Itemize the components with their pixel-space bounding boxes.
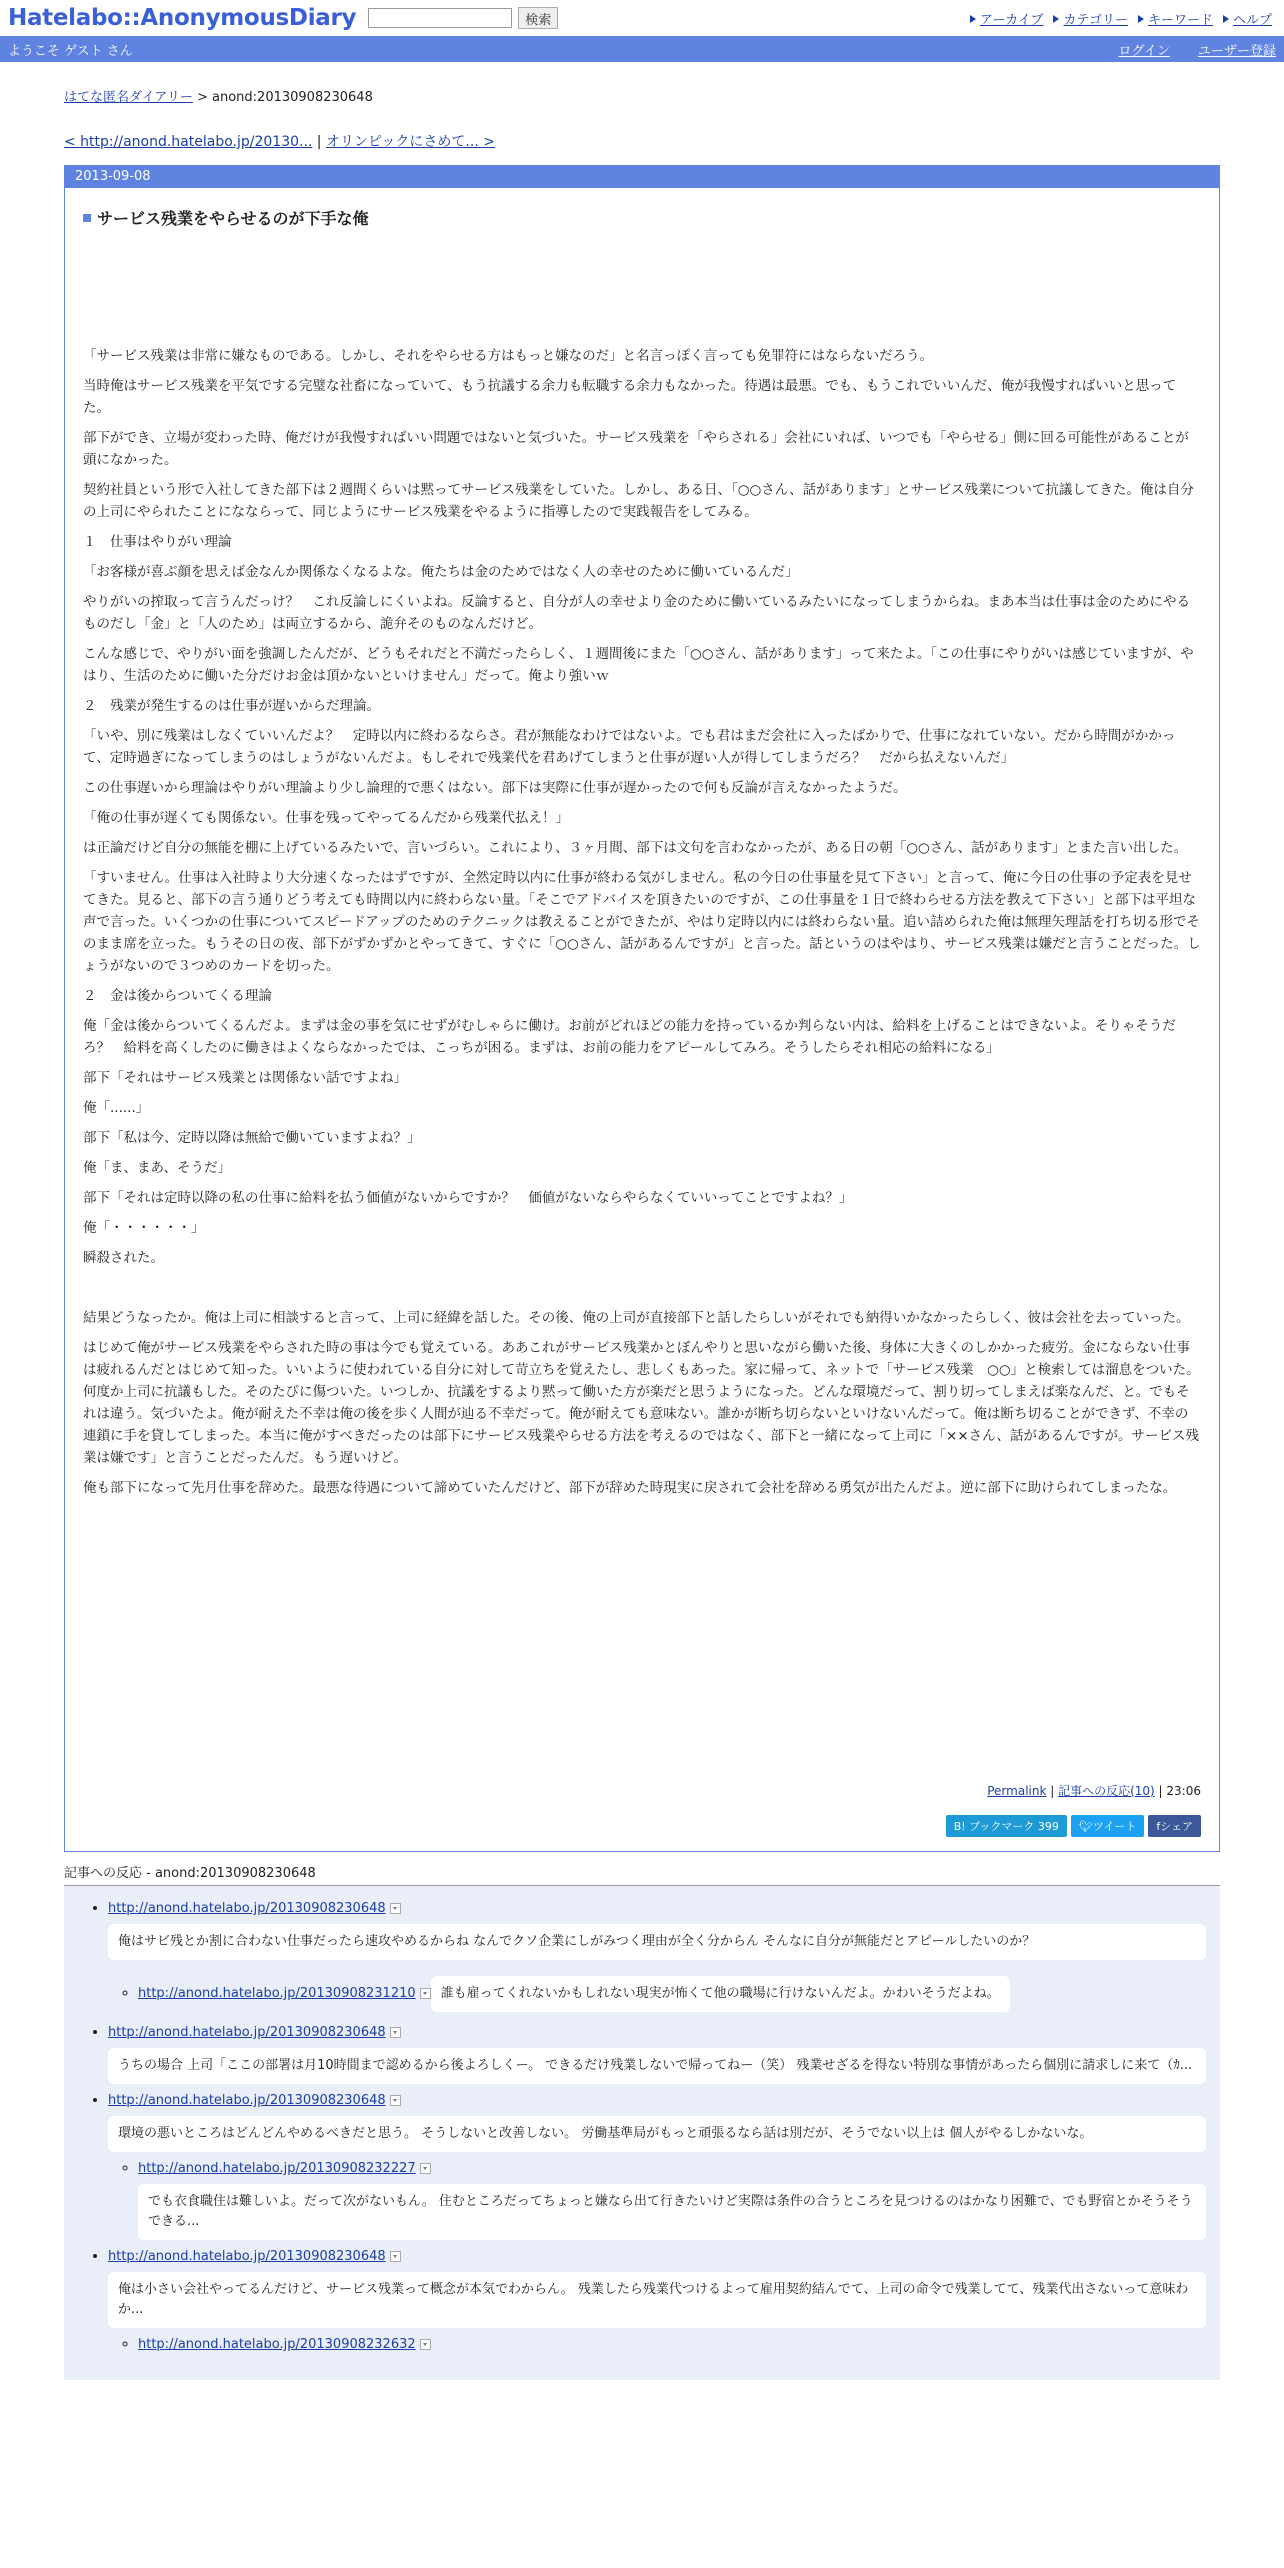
register-link[interactable]: ユーザー登録 — [1197, 43, 1276, 59]
arrow-icon — [1223, 15, 1229, 23]
entry-paragraph: 当時俺はサービス残業を平気でする完璧な社畜になっていて、もう抗議する余力も転職する余力もなかった。待遇は最悪。でも、もうこれでいいんだ、俺が我慢すればいいと思ってた。 — [83, 378, 1177, 416]
reaction-excerpt: 環境の悪いところはどんどんやめるべきだと思う。 そうしないと改善しない。 労働基準局がもっと頑張るなら話は別だが、そうでない以上は 個人がやるしかないな。 — [108, 2116, 1206, 2152]
prev-entry-link[interactable]: < http://anond.hatelabo.jp/20130... — [64, 134, 313, 150]
reaction-link[interactable]: http://anond.hatelabo.jp/20130908230648 — [108, 2093, 386, 2108]
entry-body — [83, 345, 1201, 1499]
reaction-link[interactable]: http://anond.hatelabo.jp/20130908231210 — [138, 1986, 416, 2001]
entry-paragraph: 部下ができ、立場が変わった時、俺だけが我慢すればいい問題ではないと気づいた。サービス残業を「やらされる」会社にいれば、いつでも「やらせる」側に回る可能性があることが頭になかった。 — [83, 430, 1189, 468]
entry-paragraph: 「お客様が喜ぶ顔を思えば金なんか関係なくなるよな。俺たちは金のためではなく人の幸せのために働いているんだ」 — [83, 564, 799, 580]
entry-paragraph: はじめて俺がサービス残業をやらされた時の事は今でも覚えている。ああこれがサービス残業かとぼんやりと思いながら働いた後、身体に大きくのしかかった疲労。金にならない仕事は疲れるんだとはじめて知った。いいように使われている自分に対して苛立ちを覚えたし、悲しくもあった。家に帰って、ネットで「サービス残業 ○○」と検索しては溜息をついた。何度か上司に抗議もした。そのたびに傷ついた。いつしか、抗議をするより黙って働いた方が楽だと思うようになった。どんな環境だって、割り切ってしまえば楽なんだ、と。でもそれは違う。気づいたよ。俺が耐えた不幸は俺の後を歩く人間が辿る不幸だって。俺が耐えても意味ない。誰かが断ち切らないといけないんだって。俺は断ち切ることができず、不幸の連鎖に手を貸してしまった。本当に俺がすべきだったのは部下にサービス残業やらせる方法を考えるのではなく、部下と一緒になって上司に「××さん、話があるんですが。サービス残業は嫌です」と言うことだったんだ。もう遅いけど。 — [83, 1340, 1200, 1466]
entry-paragraph: 「俺の仕事が遅くても関係ない。仕事を残ってやってるんだから残業代払え！」 — [83, 810, 569, 826]
twitter-icon: 🐦︎ — [1078, 1820, 1093, 1833]
entry-paragraph — [83, 1277, 1201, 1299]
reaction-item — [108, 2092, 1206, 2240]
dropdown-icon[interactable] — [390, 2027, 401, 2038]
welcome-text: ようこそ ゲスト さん — [8, 43, 133, 59]
site-header — [0, 0, 1284, 36]
tweet-label: ツイート — [1092, 1820, 1137, 1833]
share-label: シェア — [1160, 1820, 1193, 1833]
breadcrumb-current: anond:20130908230648 — [212, 90, 373, 105]
reaction-excerpt: うちの場合 上司「ここの部署は月10時間まで認めるから後よろしくー。 できるだけ残業しないで帰ってねー（笑） 残業せざるを得ない特別な事情があったら個別に請求しに来て（ｶ... — [108, 2048, 1206, 2084]
hatena-bookmark-button[interactable]: B! ブックマーク 399 — [946, 1815, 1067, 1837]
tweet-button[interactable] — [1071, 1815, 1144, 1837]
reaction-excerpt: 俺は小さい会社やってるんだけど、サービス残業って概念が本気でわからん。 残業したら残業代つけるよって雇用契約結んでて、上司の命令で残業してて、残業代出さないって意味わか... — [108, 2272, 1206, 2328]
reaction-item — [138, 2160, 1206, 2240]
entry-date: 2013-09-08 — [65, 166, 1219, 188]
entry-paragraph: 「いや、別に残業はしなくていいんだよ？ 定時以内に終わるならさ。君が無能なわけではないよ。でも君はまだ会社に入ったばかりで、仕事になれていない。だから時間がかかって、定時過ぎになってしまうのはしょうがないんだよ。もしそれで残業代を君あげてしまうと仕事が遅い人が得してしまうだろ？ だから払えないんだ」 — [83, 728, 1176, 766]
prev-next-separator: | — [312, 134, 326, 150]
dropdown-icon[interactable] — [390, 2095, 401, 2106]
breadcrumb-home-link[interactable]: はてな匿名ダイアリー — [64, 90, 193, 105]
entry-paragraph: 瞬殺された。 — [83, 1250, 164, 1266]
entry-paragraph: 「サービス残業は非常に嫌なものである。しかし、それをやらせる方はもっと嫌なのだ」と名言っぽく言っても免罪符にはならないだろう。 — [83, 348, 934, 364]
breadcrumb — [64, 86, 1220, 105]
entry-paragraph: 契約社員という形で入社してきた部下は２週間くらいは黙ってサービス残業をしていた。しかし、ある日、「○○さん、話があります」とサービス残業について抗議してきた。俺は自分の上司にやられたことになならって、同じようにサービス残業をやるように指導したので実践報告をしてみる。 — [83, 482, 1194, 520]
arrow-icon — [970, 15, 976, 23]
entry-paragraph: 部下「それはサービス残業とは関係ない話ですよね」 — [83, 1070, 407, 1086]
entry-title-text: サービス残業をやらせるのが下手な俺 — [97, 209, 369, 228]
reaction-excerpt: 俺はサビ残とか割に合わない仕事だったら速攻やめるからね なんでクソ企業にしがみつく理由が全く分からん そんなに自分が無能だとアピールしたいのか？ — [108, 1924, 1206, 1960]
entry-paragraph: は正論だけど自分の無能を棚に上げているみたいで、言いづらい。これにより、３ヶ月間、部下は文句を言わなかったが、ある日の朝「○○さん、話があります」とまた言い出した。 — [83, 840, 1188, 856]
reaction-link[interactable]: http://anond.hatelabo.jp/20130908232227 — [138, 2161, 416, 2176]
entry-paragraph: この仕事遅いから理論はやりがい理論より少し論理的で悪くはない。部下は実際に仕事が遅かったので何も反論が言えなかったようだ。 — [83, 780, 907, 796]
reaction-excerpt: 誰も雇ってくれないかもしれない現実が怖くて他の職場に行けないんだよ。かわいそうだよね。 — [431, 1976, 1010, 2012]
login-link[interactable]: ログイン — [1118, 43, 1170, 59]
reactions-link[interactable]: 記事への反応(10) — [1058, 1784, 1155, 1798]
entry-paragraph: 部下「私は今、定時以降は無給で働いていますよね？」 — [83, 1130, 421, 1146]
entry-footer: Permalink | 記事への反応(10) | 23:06 — [987, 1784, 1201, 1798]
search-button[interactable]: 検索 — [518, 7, 558, 29]
main-content — [64, 86, 1220, 2380]
next-entry-link[interactable]: オリンピックにさめて... > — [325, 134, 495, 150]
entry-paragraph: 結果どうなったか。俺は上司に相談すると言って、上司に経緯を話した。その後、俺の上司が直接部下と話したらしいがそれでも納得いかなかったらしく、彼は会社を去っていった。 — [83, 1310, 1190, 1326]
entry-paragraph: １ 仕事はやりがい理論 — [83, 534, 232, 550]
reaction-item — [138, 1968, 1206, 2016]
category-link[interactable]: カテゴリー — [1063, 13, 1128, 28]
entry-paragraph: 俺「ま、まあ、そうだ」 — [83, 1160, 231, 1176]
permalink-link[interactable]: Permalink — [987, 1784, 1047, 1798]
breadcrumb-separator: > — [192, 90, 213, 105]
reactions-header: 記事への反応 - anond:20130908230648 — [64, 1862, 1220, 1886]
entry-paragraph: ２ 残業が発生するのは仕事が遅いからだ理論。 — [83, 698, 380, 714]
diary-day — [64, 165, 1220, 1852]
site-logo[interactable]: Hatelabo::AnonymousDiary — [8, 5, 357, 31]
reaction-item — [108, 2024, 1206, 2084]
entry-paragraph: 部下「それは定時以降の私の仕事に給料を払う価値がないからですか？ 価値がないならやらなくていいってことですよね？」 — [83, 1190, 853, 1206]
dropdown-icon[interactable] — [420, 2163, 431, 2174]
entry-title — [83, 206, 1201, 229]
reaction-item — [138, 2336, 1206, 2352]
entry-paragraph: ２ 金は後からついてくる理論 — [83, 988, 272, 1004]
archive-link[interactable]: アーカイブ — [979, 13, 1044, 28]
header-nav — [970, 9, 1272, 28]
reaction-item — [108, 2248, 1206, 2352]
share-buttons — [83, 1815, 1201, 1837]
facebook-icon: f — [1156, 1820, 1161, 1833]
entry-paragraph: 俺も部下になって先月仕事を辞めた。最悪な待遇について諦めていたんだけど、部下が辞めた時現実に戻されて会社を辞める勇気が出たんだよ。逆に部下に助けられてしまったな。 — [83, 1480, 1177, 1496]
search-input[interactable] — [368, 8, 512, 28]
keyword-link[interactable]: キーワード — [1147, 13, 1213, 28]
reaction-excerpt: でも衣食職住は難しいよ。だって次がないもん。 住むところだってちょっと嫌なら出て行きたいけど実際は条件の合うところを見つけるのはかなり困難で、でも野宿とかそうそうできる... — [138, 2184, 1206, 2240]
square-icon[interactable] — [83, 214, 91, 222]
entry-paragraph: やりがいの搾取って言うんだっけ？ これ反論しにくいよね。反論すると、自分が人の幸せより金のために働いているみたいになってしまうからね。まあ本当は仕事は金のためにやるものだし「金」と「人のため」は両立するから、詭弁そのものなんだけど。 — [83, 594, 1190, 632]
entry-paragraph: 俺「金は後からついてくるんだよ。まずは金の事を気にせずがむしゃらに働け。お前がどれほどの能力を持っているか判らない内は、給料を上げることはできないよ。そりゃそうだろ？ 給料を高くしたのに働きはよくならなかったでは、こっちが困る。まずは、お前の能力をアピールしてみろ。そうしたらそれ相応の給料になる」 — [83, 1018, 1176, 1056]
arrow-icon — [1138, 15, 1144, 23]
dropdown-icon[interactable] — [390, 1903, 401, 1914]
entry-paragraph: 「すいません。仕事は入社時より大分速くなったはずですが、全然定時以内に仕事が終わる気がしません。私の今日の仕事量を見て下さい」と言って、俺に今日の仕事の予定表を見せてきた。見ると、部下の言う通りどう考えても時間以内に終わらない量。「そこでアドバイスを頂きたいのですが、この仕事量を１日で終わらせる方法を教えて下さい」と部下は平坦な声で言った。いくつかの仕事についてスピードアップのためのテクニックは教えることができたが、やはり定時以内には終わらない量。追い詰められた俺は無理矢理話を打ち切る形でそのまま席を立った。もうその日の夜、部下がずかずかとやってきて、すぐに「○○さん、話があるんですが」と言った。話というのはやはり、サービス残業は嫌だと言うことだった。しょうがないので３つめのカードを切った。 — [83, 870, 1201, 974]
help-link[interactable]: ヘルプ — [1232, 13, 1272, 28]
dropdown-icon[interactable] — [420, 1988, 431, 1999]
arrow-icon — [1053, 15, 1059, 23]
entry-paragraph: 俺「......」 — [83, 1100, 150, 1116]
reaction-link[interactable]: http://anond.hatelabo.jp/20130908230648 — [108, 1901, 386, 1916]
user-bar — [0, 36, 1284, 62]
reaction-link[interactable]: http://anond.hatelabo.jp/20130908230648 — [108, 2249, 386, 2264]
entry-paragraph: こんな感じで、やりがい面を強調したんだが、どうもそれだと不満だったらしく、１週間後にまた「○○さん、話があります」って来たよ。「この仕事にやりがいは感じていますが、やはり、生活のために働いた分だけお金は頂かないといけません」だって。俺より強いｗ — [83, 646, 1194, 684]
entry-time: 23:06 — [1166, 1784, 1201, 1798]
reaction-link[interactable]: http://anond.hatelabo.jp/20130908232632 — [138, 2337, 416, 2352]
dropdown-icon[interactable] — [390, 2251, 401, 2262]
reactions-list — [64, 1886, 1220, 2380]
dropdown-icon[interactable] — [420, 2339, 431, 2350]
facebook-share-button[interactable] — [1148, 1815, 1201, 1837]
reaction-link[interactable]: http://anond.hatelabo.jp/20130908230648 — [108, 2025, 386, 2040]
reaction-item — [108, 1900, 1206, 2016]
prev-next-nav — [64, 131, 1220, 151]
entry-paragraph: 俺「・・・・・・」 — [83, 1220, 205, 1236]
entry — [65, 188, 1219, 1851]
